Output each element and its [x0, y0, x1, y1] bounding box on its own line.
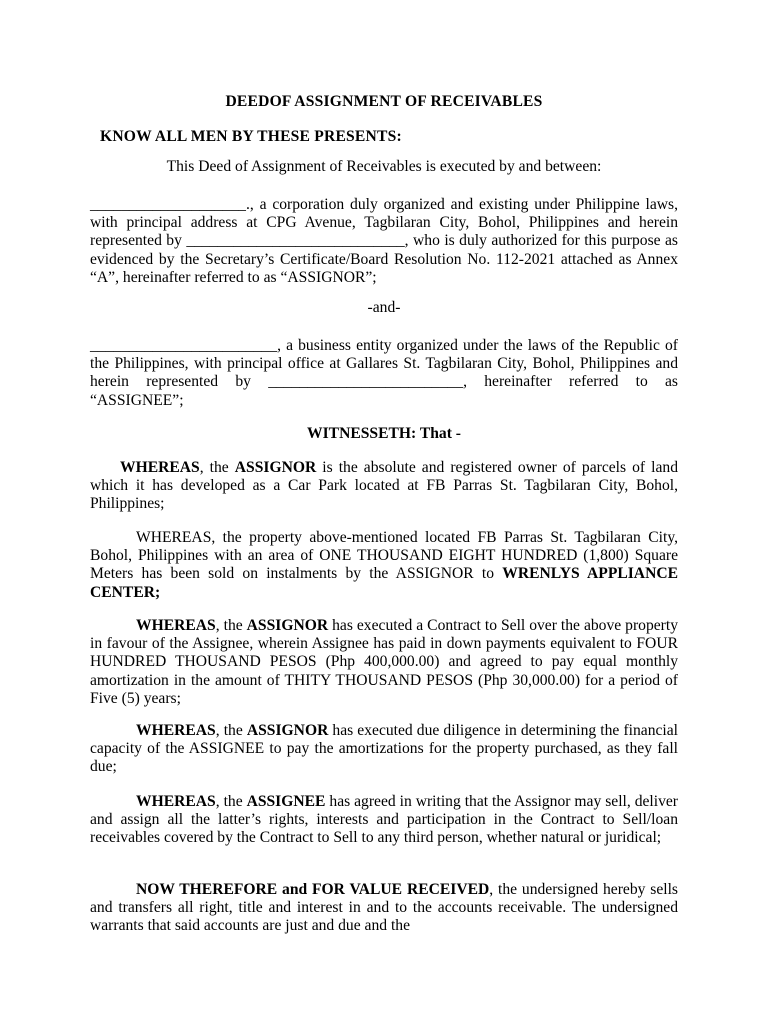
whereas-connector: , the: [215, 793, 247, 810]
whereas-4-text: has executed due diligence in determining the financial capacity of the ASSIGNEE to pay the amortizations for the property purchased, as they fall due;: [90, 722, 678, 776]
assignor-term: ASSIGNOR: [234, 459, 317, 476]
assignee-name-blank: ________________________: [90, 337, 278, 354]
now-therefore-paragraph: [90, 881, 678, 936]
whereas-paragraph-4: [90, 722, 678, 777]
assignor-description-rest: , who is duly authorized for this purpose as evidenced by the Secretary’s Certificate/Board Resolution No. 112-2021 attached as Annex “A”, hereinafter referred to as “ASSIGNOR”;: [90, 232, 678, 286]
assignee-paragraph: [90, 337, 678, 410]
intro-line: This Deed of Assignment of Receivables is executed by and between:: [166, 158, 602, 175]
whereas-label: WHEREAS: [136, 617, 216, 634]
know-all-men-heading: KNOW ALL MEN BY THESE PRESENTS:: [100, 128, 402, 145]
whereas-paragraph-1: [90, 459, 678, 514]
assignee-description-rest: , hereinafter referred to as “ASSIGNEE”;: [90, 373, 678, 409]
whereas-5-text: has agreed in writing that the Assignor may sell, deliver and assign all the latter’s rights, interests and participation in the Contract to Sell/loan receivables covered by the Contract to Sell to any third person, whether natural or juridical;: [90, 793, 678, 847]
assignee-representative-blank: _________________________: [268, 373, 464, 391]
whereas-1-text: is the absolute and registered owner of parcels of land which it has developed as a Car Park located at FB Parras St. Tagbilaran City, Bohol, Philippines;: [90, 459, 678, 513]
whereas-paragraph-3: [90, 617, 678, 708]
whereas-connector: , the: [199, 459, 235, 476]
whereas-paragraph-5: [90, 793, 678, 848]
assignor-paragraph: [90, 196, 678, 287]
whereas-2-text: WHEREAS, the property above-mentioned located FB Parras St. Tagbilaran City, Bohol, Philippines with an area of ONE THOUSAND EIGHT HUNDRED (1,800) Square Meters has been sold on instalments by the ASSIGNOR to: [90, 529, 678, 583]
document-title: DEEDOF ASSIGNMENT OF RECEIVABLES: [225, 93, 543, 110]
assignor-name-blank: ____________________: [90, 196, 246, 213]
and-separator: -and-: [367, 299, 401, 316]
whereas-3-text: has executed a Contract to Sell over the above property in favour of the Assignee, wherein Assignee has paid in down payments equivalent to FOUR HUNDRED THOUSAND PESOS (Php 400,000.00) and agreed to pay equal monthly amortization in the amount of THITY THOUSAND PESOS (Php 30,000.00) for a period of Five (5) years;: [90, 617, 678, 707]
assignor-representative-blank: ____________________________: [186, 232, 405, 250]
assignee-description: , a business entity organized under the laws of the Republic of the Philippines, with principal office at Gallares St. Tagbilaran City, Bohol, Philippines and herein represented by: [90, 337, 678, 391]
assignor-description: ., a corporation duly organized and existing under Philippine laws, with principal address at CPG Avenue, Tagbilaran City, Bohol, Philippines and herein represented by: [90, 196, 678, 250]
whereas-connector: , the: [215, 617, 247, 634]
assignee-term: ASSIGNEE: [246, 793, 326, 810]
whereas-label: WHEREAS: [136, 793, 216, 810]
assignor-term: ASSIGNOR: [246, 617, 329, 634]
now-therefore-label: NOW THEREFORE and FOR VALUE RECEIVED: [136, 881, 490, 898]
whereas-label: WHEREAS: [136, 722, 216, 739]
witnesseth-heading: WITNESSETH: That -: [307, 425, 461, 442]
whereas-connector: , the: [215, 722, 247, 739]
assignor-term: ASSIGNOR: [246, 722, 329, 739]
buyer-name: WRENLYS APPLIANCE CENTER;: [90, 565, 678, 601]
whereas-paragraph-2: [90, 529, 678, 602]
whereas-label: WHEREAS: [120, 459, 200, 476]
now-therefore-text: , the undersigned hereby sells and transfers all right, title and interest in and to the accounts receivable. The undersigned warrants that said accounts are just and due and the: [90, 881, 678, 935]
